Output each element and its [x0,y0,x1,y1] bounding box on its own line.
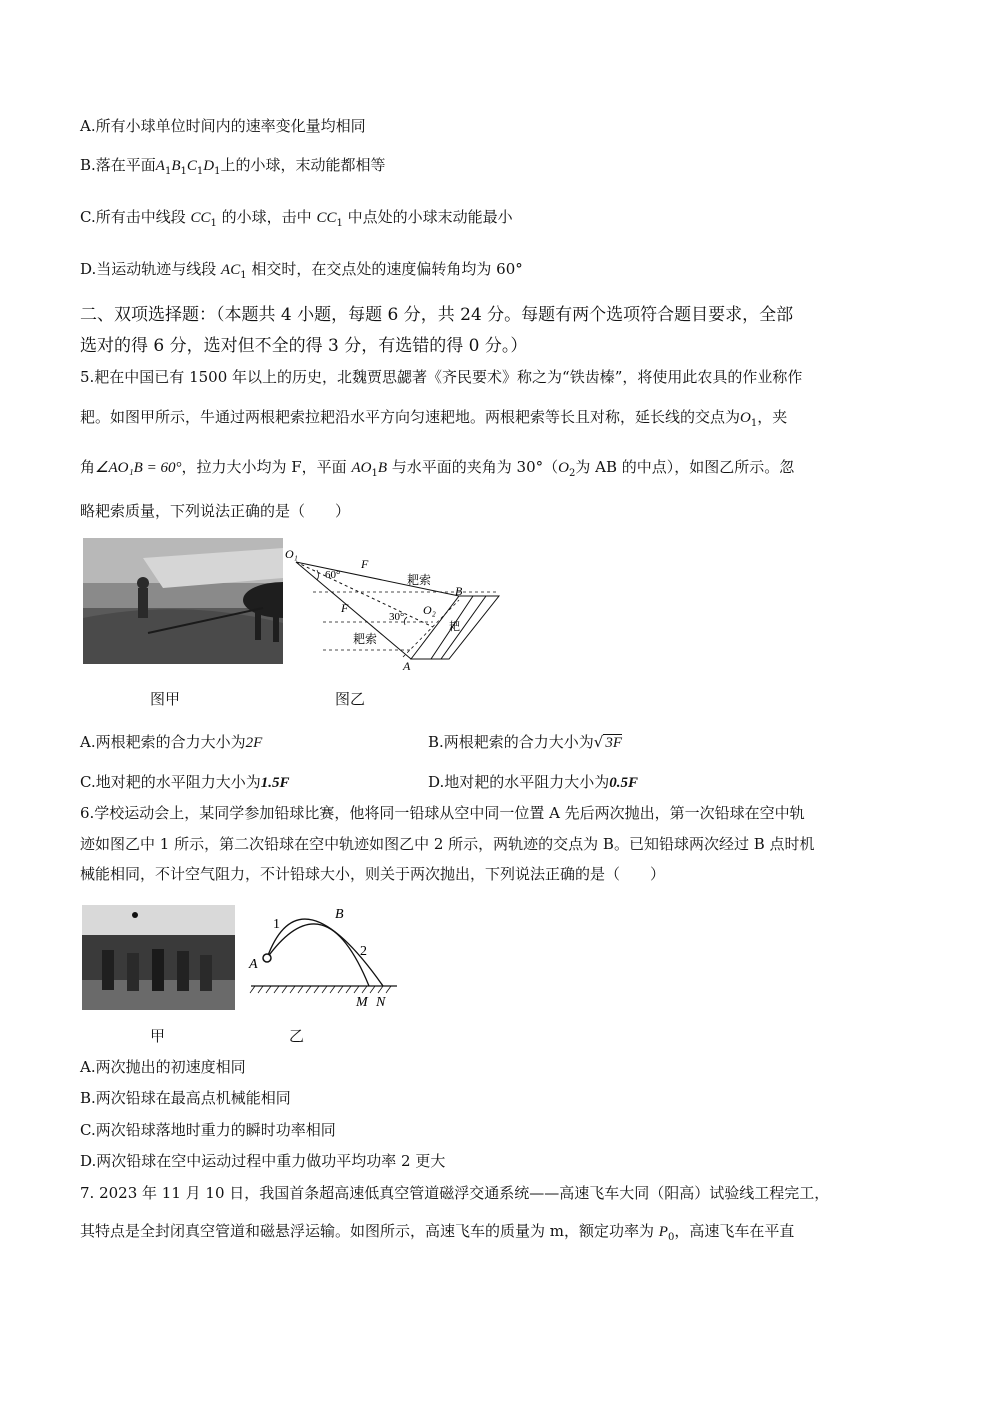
label-trajectory-1: 1 [273,917,280,932]
q5-stem-line2: 耙。如图甲所示，牛通过两根耙索拉耙沿水平方向匀速耙地。两根耙索等长且对称，延长线的交点为$O_1$，夹 [80,408,788,429]
label-trajectory-2: 2 [360,944,367,959]
q6-fig-a-caption: 甲 [150,1027,166,1045]
label-point-b: B [335,907,344,922]
q5-fig-a-caption: 图甲 [150,690,181,708]
label-o2: O₂ [423,603,436,617]
q4-option-b: B.落在平面$A_1B_1C_1D_1$上的小球，末动能都相等 [80,156,386,177]
label-point-m: M [356,995,368,1010]
q6-stem-line3: 械能相同，不计空气阻力，不计铅球大小，则关于两次抛出，下列说法正确的是（ ） [80,865,666,883]
q5-option-c: C.地对耙的水平阻力大小为1.5F [80,773,290,791]
q6-stem-line1: 6.学校运动会上，某同学参加铅球比赛，他将同一铅球从空中同一位置 A 先后两次抛出，第一次铅球在空中轨 [80,804,805,822]
o1-o2-line [296,562,433,627]
label-angle-60: 60° [325,569,341,581]
q5-stem-line4: 略耙索质量，下列说法正确的是（ ） [80,502,351,520]
q6-option-a: A.两次抛出的初速度相同 [80,1058,246,1076]
q7-stem-line1: 7. 2023 年 11 月 10 日，我国首条超高速低真空管道磁浮交通系统——高速飞车大同（阳高）试验线工程完工， [80,1184,830,1202]
q5-stem-line1: 5.耙在中国已有 1500 年以上的历史，北魏贾思勰著《齐民要术》称之为“铁齿榛”，将使用此农具的作业称作 [80,368,803,386]
q4-option-d: D.当运动轨迹与线段 $AC_1$ 相交时，在交点处的速度偏转角均为 60° [80,260,523,281]
q5-fig-b-caption: 图乙 [335,690,366,708]
label-f-top: F [361,557,369,571]
label-rope-top: 耙索 [407,573,432,587]
harrow-force-diagram [283,540,503,670]
label-angle-30: 30° [389,611,405,623]
q6-fig-b-caption: 乙 [289,1027,305,1045]
label-rope-bottom: 耙索 [353,632,378,646]
label-f-bottom: F [341,601,349,615]
launch-point-a [263,954,271,962]
label-harrow: 耙 [449,621,460,633]
q5-stem-line3: 角∠AO₁B = 60°，拉力大小均为 F，平面 $AO_1B$ 与水平面的夹角为 $30^\circ(O_2$为 AB 的中点），如图乙所示。忽 [80,458,795,479]
q6-option-d: D.两次铅球在空中运动过程中重力做功平均功率 2 更大 [80,1152,446,1170]
label-a: A [403,659,411,670]
ox-harrow-photo [83,538,283,664]
q6-option-b: B.两次铅球在最高点机械能相同 [80,1089,291,1107]
label-b: B [455,584,463,598]
q5-option-a: A.两根耙索的合力大小为2F [80,733,263,751]
q4-option-a: A.所有小球单位时间内的速率变化量均相同 [80,117,366,135]
q6-option-c: C.两次铅球落地时重力的瞬时功率相同 [80,1121,336,1139]
trajectory-2 [267,924,369,986]
label-o1: O₁ [285,547,298,561]
shot-put-photo [82,905,235,1010]
q5-option-b: B.两根耙索的合力大小为√ 3F [428,733,623,751]
q6-stem-line2: 迹如图乙中 1 所示，第二次铅球在空中轨迹如图乙中 2 所示，两轨迹的交点为 B。已知铅球两次经过 B 点时机 [80,835,815,853]
rope-line-top [296,562,459,596]
label-point-a: A [249,957,258,972]
label-point-n: N [376,995,386,1010]
section-heading-line1: 二、双项选择题：（本题共 4 小题，每题 6 分，共 24 分。每题有两个选项符合题目要求，全部 [80,305,794,325]
section-heading-line2: 选对的得 6 分，选对但不全的得 3 分，有选错的得 0 分。） [80,336,528,356]
q4-option-c: C.所有击中线段 $CC_1$ 的小球，击中 $CC_1$ 中点处的小球末动能最小 [80,208,513,229]
q5-option-d: D.地对耙的水平阻力大小为0.5F [428,773,639,791]
trajectory-diagram [245,898,405,1016]
q7-stem-line2: 其特点是全封闭真空管道和磁悬浮运输。如图所示，高速飞车的质量为 m，额定功率为 $P_0$，高速飞车在平直 [80,1222,795,1243]
